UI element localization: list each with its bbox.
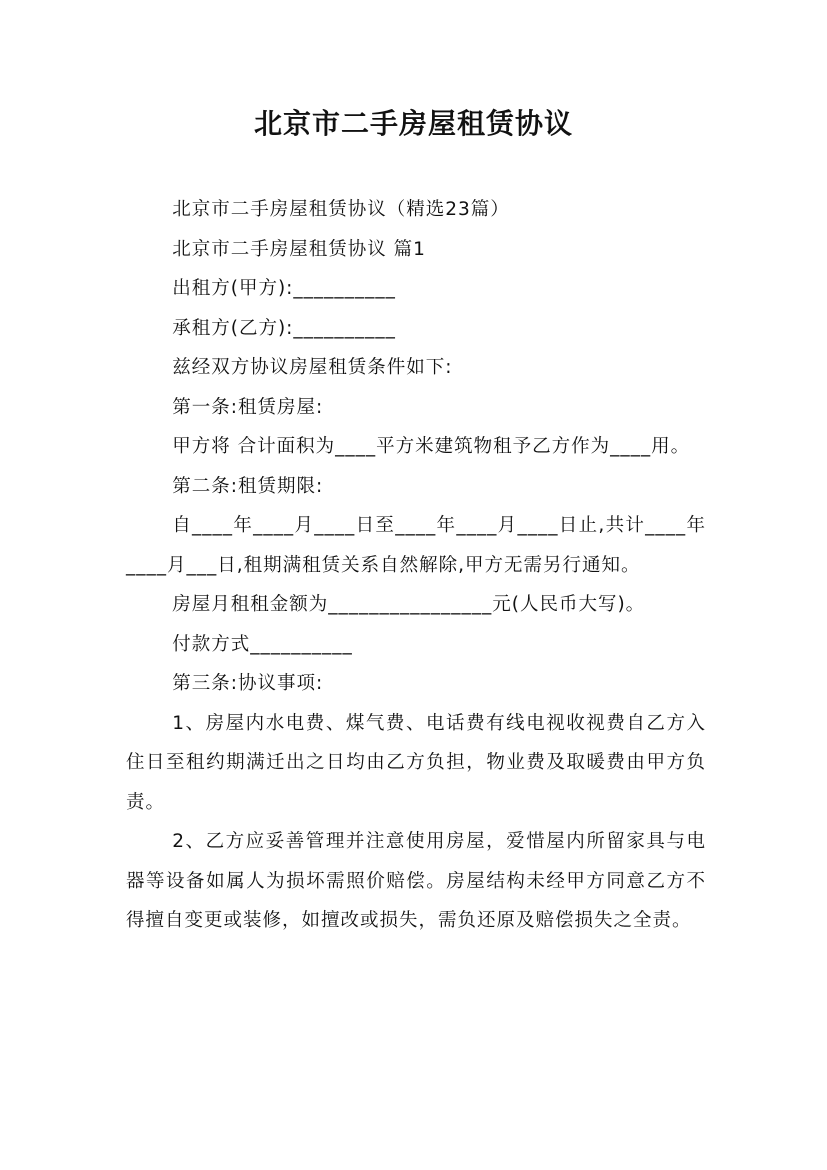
document-body xyxy=(126,190,706,941)
paragraph-lessee: 承租方(乙方):__________ xyxy=(172,317,396,339)
paragraph-article-3-heading: 第三条:协议事项: xyxy=(172,673,324,694)
paragraph-clause-2: 2、乙方应妥善管理并注意使用房屋，爱惜屋内所留家具与电器等设备如属人为损坏需照价赔偿。房屋结构未经甲方同意乙方不得擅自变更或装修，如擅改或损失，需负还原及赔偿损失之全责。 xyxy=(126,831,706,931)
paragraph-intro: 兹经双方协议房屋租赁条件如下: xyxy=(172,357,453,378)
paragraph-article-2-body: 自____年____月____日至____年____月____日止,共计____年____月___日,租期满租赁关系自然解除,甲方无需另行通知。 xyxy=(126,515,706,576)
paragraph-article-1-heading: 第一条:租赁房屋: xyxy=(172,396,324,418)
paragraph-payment-method: 付款方式__________ xyxy=(172,633,353,655)
paragraph-article-1-body: 甲方将 合计面积为____平方米建筑物租予乙方作为____用。 xyxy=(172,436,691,457)
paragraph-article-2-heading: 第二条:租赁期限: xyxy=(172,475,324,497)
document-title: 北京市二手房屋租赁协议 xyxy=(253,107,573,140)
paragraph-clause-1: 1、房屋内水电费、煤气费、电话费有线电视收视费自乙方入住日至租约期满迁出之日均由乙方负担，物业费及取暖费由甲方负责。 xyxy=(126,712,706,813)
paragraph-section-heading: 北京市二手房屋租赁协议 篇1 xyxy=(172,238,426,260)
paragraph-lessor: 出租方(甲方):__________ xyxy=(172,278,396,299)
paragraph-subtitle: 北京市二手房屋租赁协议（精选23篇） xyxy=(172,199,510,220)
paragraph-rent-amount: 房屋月租租金额为________________元(人民币大写)。 xyxy=(172,594,646,615)
